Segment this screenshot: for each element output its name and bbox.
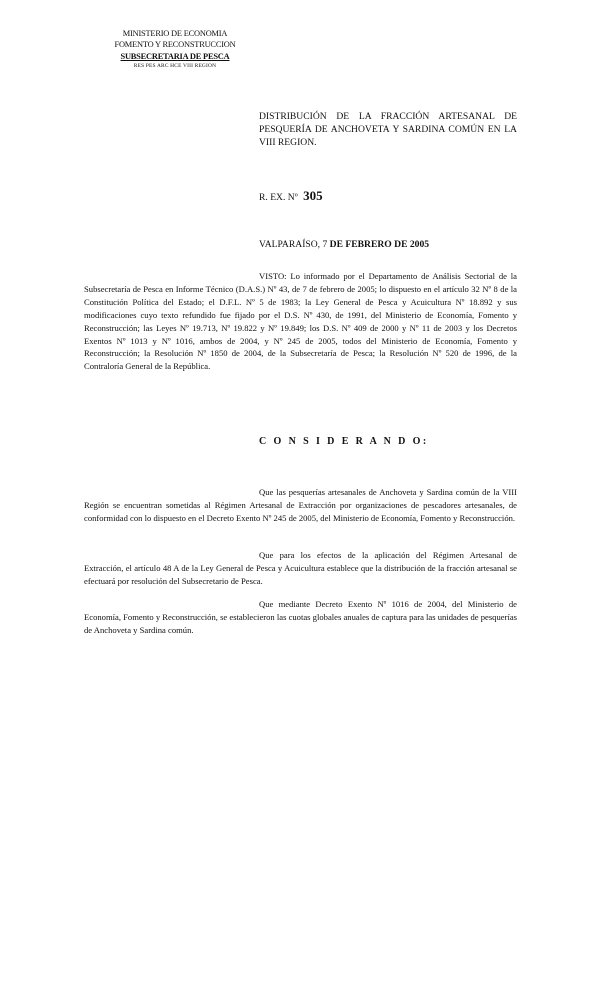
considerando-text: Que las pesquerías artesanales de Anchoveta y Sardina común de la VIII Región se encuentran sometidas al Régimen Artesanal de Extracción por organizaciones de pescadores artesanales, de conformidad con lo dispuesto en el Decreto Exento Nº 245 de 2005, del Ministerio de Economía, Fomento y Reconstrucción.: [84, 487, 517, 523]
resolution-label: R. EX. Nº: [259, 192, 298, 203]
date-city: VALPARAÍSO, 7: [259, 239, 328, 250]
date-bold: DE FEBRERO DE 2005: [329, 239, 430, 250]
visto-text: VISTO: Lo informado por el Departamento de Análisis Sectorial de la Subsecretaría de Pesca en Informe Técnico (D.A.S.) Nº 43, de 7 de febrero de 2005; lo dispuesto en el artículo 32 Nº 8 de la Constitución Política del Estado; el D.F.L. Nº 5 de 1983; la Ley General de Pesca y Acuicultura Nº 18.892 y sus modificaciones cuyo texto refundido fue fijado por el D.S. Nº 430, de 1991, del Ministerio de Economía, Fomento y Reconstrucción; las Leyes Nº 19.713, Nº 19.822 y Nº 19.849; los D.S. Nº 409 de 2000 y Nº 11 de 2003 y los Decretos Exentos Nº 1013 y Nº 1016, ambos de 2004, y Nº 245 de 2005, todos del Ministerio de Economía, Fomento y Reconstrucción; la Resolución Nº 1850 de 2004, de la Subsecretaría de Pesca; la Resolución Nº 520 de 1996, de la Contraloría General de la República.: [84, 271, 517, 372]
visto-paragraph: [84, 270, 517, 373]
reference-code: RES PES ARC HCE VIII REGION: [133, 63, 217, 70]
document-subject: DISTRIBUCIÓN DE LA FRACCIÓN ARTESANAL DE PESQUERÍA DE ANCHOVETA Y SARDINA COMÚN EN LA VIII REGION.: [259, 111, 517, 148]
resolution-number: [259, 188, 323, 204]
resolution-number-value: 305: [303, 188, 323, 203]
ministry-name: MINISTERIO DE ECONOMIA: [122, 29, 228, 38]
letterhead: [60, 28, 290, 71]
subsecretaria-name: SUBSECRETARIA DE PESCA: [120, 51, 230, 61]
considerando-paragraph: [84, 598, 517, 637]
ministry-subname: FOMENTO Y RECONSTRUCCION: [114, 40, 236, 50]
considerando-paragraph: [84, 486, 517, 525]
document-date: [259, 239, 429, 250]
considerando-text: Que mediante Decreto Exento Nº 1016 de 2004, del Ministerio de Economía, Fomento y Reconstrucción, se establecieron las cuotas globales anuales de captura para las unidades de pesquerías de Anchoveta y Sardina común.: [84, 599, 517, 635]
considerando-text: Que para los efectos de la aplicación del Régimen Artesanal de Extracción, el artículo 48 A de la Ley General de Pesca y Acuicultura establece que la distribución de la fracción artesanal se efectuará por resolución del Subsecretario de Pesca.: [84, 550, 517, 586]
considerando-heading: C O N S I D E R A N D O:: [259, 436, 429, 447]
considerando-paragraph: [84, 549, 517, 588]
